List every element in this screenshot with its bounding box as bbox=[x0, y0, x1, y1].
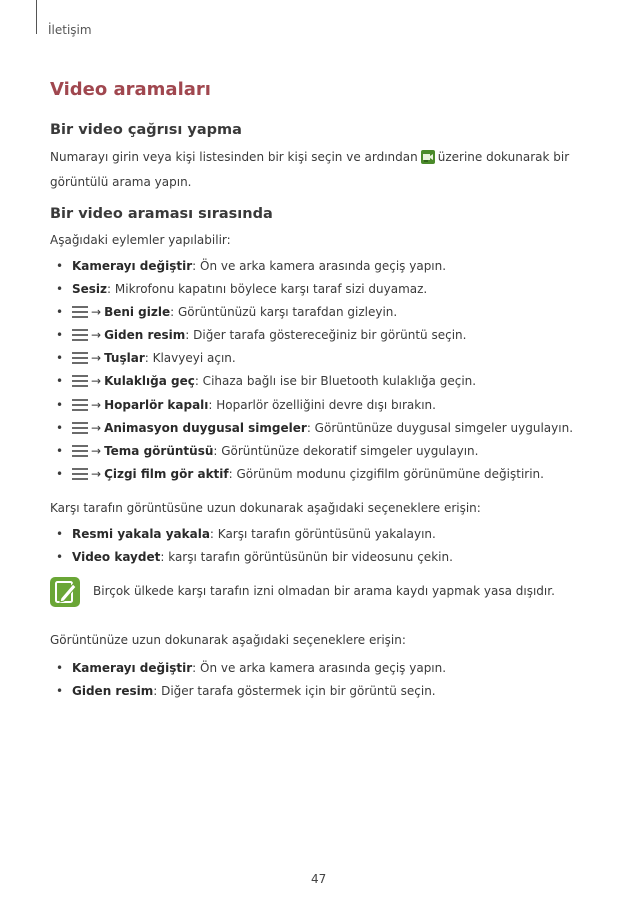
arrow: → bbox=[91, 444, 102, 458]
item-description: : Ön ve arka kamera arasında geçiş yapın. bbox=[192, 259, 447, 273]
heading-during-video-call: Bir video araması sırasında bbox=[50, 206, 273, 222]
heading-make-video-call: Bir video çağrısı yapma bbox=[50, 122, 242, 138]
item-description: : Hoparlör özelliğini devre dışı bırakın. bbox=[208, 398, 436, 412]
item-term: Sesiz bbox=[72, 282, 108, 296]
page-number: 47 bbox=[311, 872, 327, 886]
arrow: → bbox=[91, 421, 102, 435]
arrow: → bbox=[91, 467, 102, 481]
list-item bbox=[56, 660, 446, 676]
intro-actions: Aşağıdaki eylemler yapılabilir: bbox=[50, 233, 231, 247]
bullet: • bbox=[56, 467, 64, 481]
item-term: Giden resim bbox=[72, 684, 154, 698]
item-term: Kulaklığa geç bbox=[104, 374, 195, 388]
bullet: • bbox=[56, 550, 64, 564]
section-header: İletişim bbox=[48, 23, 92, 37]
arrow: → bbox=[91, 351, 102, 365]
legal-note: Birçok ülkede karşı tarafın izni olmadan bir arama kaydı yapmak yasa dışıdır. bbox=[93, 584, 555, 598]
item-description: : Karşı tarafın görüntüsünü yakalayın. bbox=[209, 527, 436, 541]
list-item bbox=[56, 397, 436, 415]
bullet: • bbox=[56, 444, 64, 458]
bullet: • bbox=[56, 374, 64, 388]
list-item bbox=[56, 281, 427, 297]
menu-icon bbox=[72, 422, 88, 438]
bullet: • bbox=[56, 661, 64, 675]
menu-icon bbox=[72, 445, 88, 461]
menu-icon bbox=[72, 399, 88, 415]
item-term: Beni gizle bbox=[104, 305, 171, 319]
list-item bbox=[56, 420, 573, 438]
item-description: : Diğer tarafa göstereceğiniz bir görüntü seçin. bbox=[185, 328, 467, 342]
intro-own-image: Görüntünüze uzun dokunarak aşağıdaki seçeneklere erişin: bbox=[50, 633, 406, 647]
item-term: Hoparlör kapalı bbox=[104, 398, 209, 412]
bullet: • bbox=[56, 527, 64, 541]
page-title: Video aramaları bbox=[50, 79, 211, 100]
menu-icon bbox=[72, 375, 88, 391]
item-description: : Mikrofonu kapatını böylece karşı taraf sizi duyamaz. bbox=[107, 282, 428, 296]
list-item bbox=[56, 304, 397, 322]
bullet: • bbox=[56, 328, 64, 342]
bullet: • bbox=[56, 398, 64, 412]
item-term: Resmi yakala yakala bbox=[72, 527, 210, 541]
list-item bbox=[56, 526, 436, 542]
list-item bbox=[56, 327, 466, 345]
item-description: : Ön ve arka kamera arasında geçiş yapın. bbox=[192, 661, 447, 675]
paragraph-make-call: Numarayı girin veya kişi listesinden bir kişi seçin ve ardından üzerine dokunarak bir görüntülü arama yapın. bbox=[50, 150, 570, 189]
item-description: : Görüntünüze duygusal simgeler uygulayın. bbox=[306, 421, 574, 435]
bullet: • bbox=[56, 351, 64, 365]
menu-icon bbox=[72, 306, 88, 322]
arrow: → bbox=[91, 305, 102, 319]
item-term: Tuşlar bbox=[104, 351, 145, 365]
item-term: Animasyon duygusal simgeler bbox=[104, 421, 307, 435]
bullet: • bbox=[56, 259, 64, 273]
video-call-icon bbox=[421, 149, 435, 171]
item-description: : Görünüm modunu çizgifilm görünümüne değiştirin. bbox=[228, 467, 544, 481]
list-item bbox=[56, 258, 446, 274]
menu-icon bbox=[72, 468, 88, 484]
list-item bbox=[56, 350, 236, 368]
list-item bbox=[56, 373, 476, 391]
item-term: Tema görüntüsü bbox=[104, 444, 214, 458]
item-term: Giden resim bbox=[104, 328, 186, 342]
item-term: Çizgi film gör aktif bbox=[104, 467, 229, 481]
list-item bbox=[56, 466, 544, 484]
item-term: Kamerayı değiştir bbox=[72, 661, 193, 675]
note-pencil-icon bbox=[50, 577, 80, 611]
list-item bbox=[56, 549, 453, 565]
arrow: → bbox=[91, 398, 102, 412]
page-edge-line bbox=[36, 0, 37, 34]
item-description: : Diğer tarafa göstermek için bir görüntü seçin. bbox=[153, 684, 436, 698]
item-description: : Görüntünüzü karşı tarafdan gizleyin. bbox=[170, 305, 398, 319]
item-description: : Klavyeyi açın. bbox=[144, 351, 236, 365]
item-term: Kamerayı değiştir bbox=[72, 259, 193, 273]
arrow: → bbox=[91, 328, 102, 342]
intro-other-image: Karşı tarafın görüntüsüne uzun dokunarak aşağıdaki seçeneklere erişin: bbox=[50, 501, 481, 515]
list-item bbox=[56, 443, 478, 461]
list-item bbox=[56, 683, 436, 699]
bullet: • bbox=[56, 684, 64, 698]
bullet: • bbox=[56, 305, 64, 319]
bullet: • bbox=[56, 282, 64, 296]
item-description: : karşı tarafın görüntüsünün bir videosunu çekin. bbox=[160, 550, 453, 564]
item-description: : Cihaza bağlı ise bir Bluetooth kulaklığa geçin. bbox=[194, 374, 477, 388]
item-term: Video kaydet bbox=[72, 550, 161, 564]
item-description: : Görüntünüze dekoratif simgeler uygulayın. bbox=[213, 444, 479, 458]
menu-icon bbox=[72, 352, 88, 368]
bullet: • bbox=[56, 421, 64, 435]
menu-icon bbox=[72, 329, 88, 345]
arrow: → bbox=[91, 374, 102, 388]
